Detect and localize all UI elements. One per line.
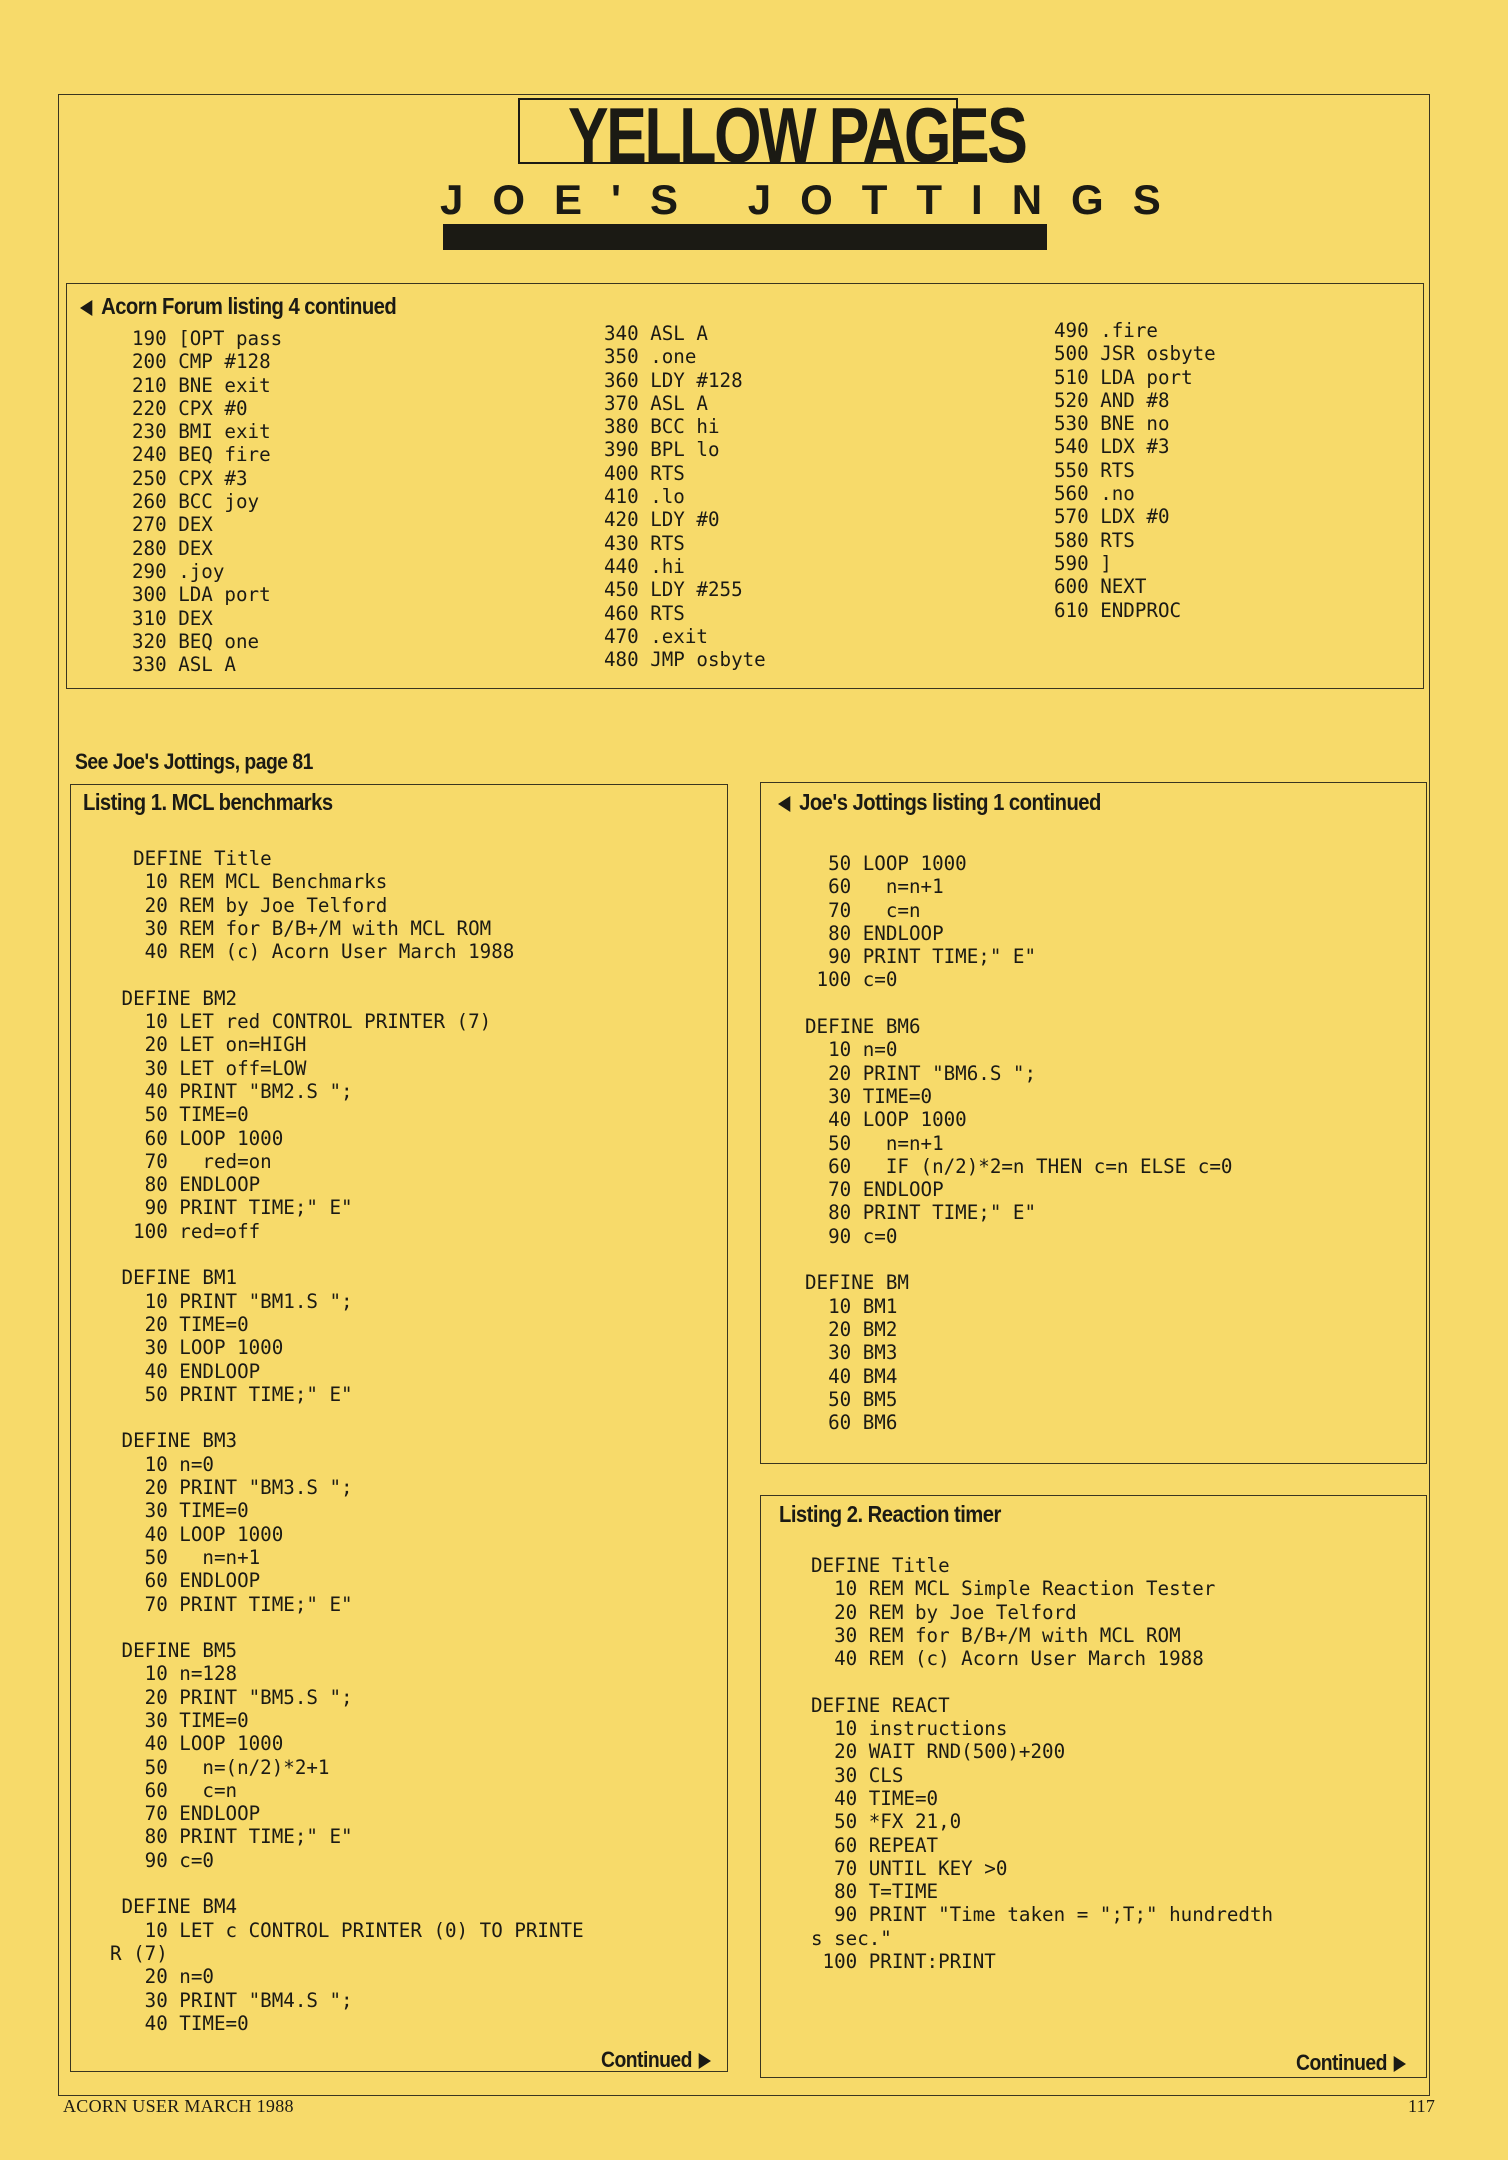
listing1-cont-code: 50 LOOP 1000 60 n=n+1 70 c=n 80 ENDLOOP 90 PRINT TIME;" E" 100 c=0 DEFINE BM6 10 n=0 20 PRINT "BM6.S "; 30 TIME=0 40 LOOP 1000 50 n=n+1 60 IF (n/2)*2=n THEN c=n ELSE c=0 70 ENDLOOP 80 PRINT TIME;" E" 90 c=0 DEFINE BM 10 BM1 20 BM2 30 BM3 40 BM4 50 BM5 60 BM6: [805, 852, 1233, 1435]
section-subtitle: JOE'S JOTTINGS: [440, 176, 1190, 223]
listing1-code: DEFINE Title 10 REM MCL Benchmarks 20 REM by Joe Telford 30 REM for B/B+/M with MCL ROM 40 REM (c) Acorn User March 1988 DEFINE BM2 10 LET red CONTROL PRINTER (7) 20 LET on=HIGH 30 LET off=LOW 40 PRINT "BM2.S "; 50 TIME=0 60 LOOP 1000 70 red=on 80 ENDLOOP 90 PRINT TIME;" E" 100 red=off DEFINE BM1 10 PRINT "BM1.S "; 20 TIME=0 30 LOOP 1000 40 ENDLOOP 50 PRINT TIME;" E" DEFINE BM3 10 n=0 20 PRINT "BM3.S "; 30 TIME=0 40 LOOP 1000 50 n=n+1 60 ENDLOOP 70 PRINT TIME;" E" DEFINE BM5 10 n=128 20 PRINT "BM5.S "; 30 TIME=0 40 LOOP 1000 50 n=(n/2)*2+1 60 c=n 70 ENDLOOP 80 PRINT TIME;" E" 90 c=0 DEFINE BM4 10 LET c CONTROL PRINTER (0) TO PRINTE R (7) 20 n=0 30 PRINT "BM4.S "; 40 TIME=0: [110, 847, 584, 2035]
arrow-left-icon: [778, 796, 790, 812]
acorn-forum-col2: 340 ASL A 350 .one 360 LDY #128 370 ASL A 380 BCC hi 390 BPL lo 400 RTS 410 .lo 420 LDY #0 430 RTS 440 .hi 450 LDY #255 460 RTS 470 .exit 480 JMP osbyte: [604, 322, 766, 672]
acorn-forum-heading: Acorn Forum listing 4 continued: [80, 293, 396, 320]
listing2-continued: Continued: [1296, 2050, 1406, 2076]
publication-footer: ACORN USER MARCH 1988: [63, 2096, 294, 2116]
title-bar: [443, 224, 1047, 250]
page-title: YELLOW PAGES: [567, 91, 1026, 179]
arrow-left-icon: [80, 300, 92, 316]
page-number: 117: [1408, 2096, 1436, 2116]
listing1-continued: Continued: [601, 2047, 711, 2073]
listing2-code: DEFINE Title 10 REM MCL Simple Reaction Tester 20 REM by Joe Telford 30 REM for B/B+/M with MCL ROM 40 REM (c) Acorn User March 1988 DEFINE REACT 10 instructions 20 WAIT RND(500)+200 30 CLS 40 TIME=0 50 *FX 21,0 60 REPEAT 70 UNTIL KEY >0 80 T=TIME 90 PRINT "Time taken = ";T;" hundredth s sec." 100 PRINT:PRINT: [811, 1554, 1274, 1974]
title-box: [518, 91, 1026, 179]
listing1-cont-heading: Joe's Jottings listing 1 continued: [778, 789, 1101, 816]
acorn-forum-col3: 490 .fire 500 JSR osbyte 510 LDA port 520 AND #8 530 BNE no 540 LDX #3 550 RTS 560 .no 570 LDX #0 580 RTS 590 ] 600 NEXT 610 ENDPROC: [1054, 319, 1216, 622]
listing2-heading: Listing 2. Reaction timer: [779, 1501, 1001, 1527]
arrow-right-icon: [699, 2053, 711, 2069]
see-note: See Joe's Jottings, page 81: [75, 749, 313, 774]
arrow-right-icon: [1394, 2056, 1406, 2072]
listing1-heading: Listing 1. MCL benchmarks: [83, 789, 333, 815]
acorn-forum-col1: 190 [OPT pass 200 CMP #128 210 BNE exit 220 CPX #0 230 BMI exit 240 BEQ fire 250 CPX #3 260 BCC joy 270 DEX 280 DEX 290 .joy 300 LDA port 310 DEX 320 BEQ one 330 ASL A: [132, 327, 283, 677]
